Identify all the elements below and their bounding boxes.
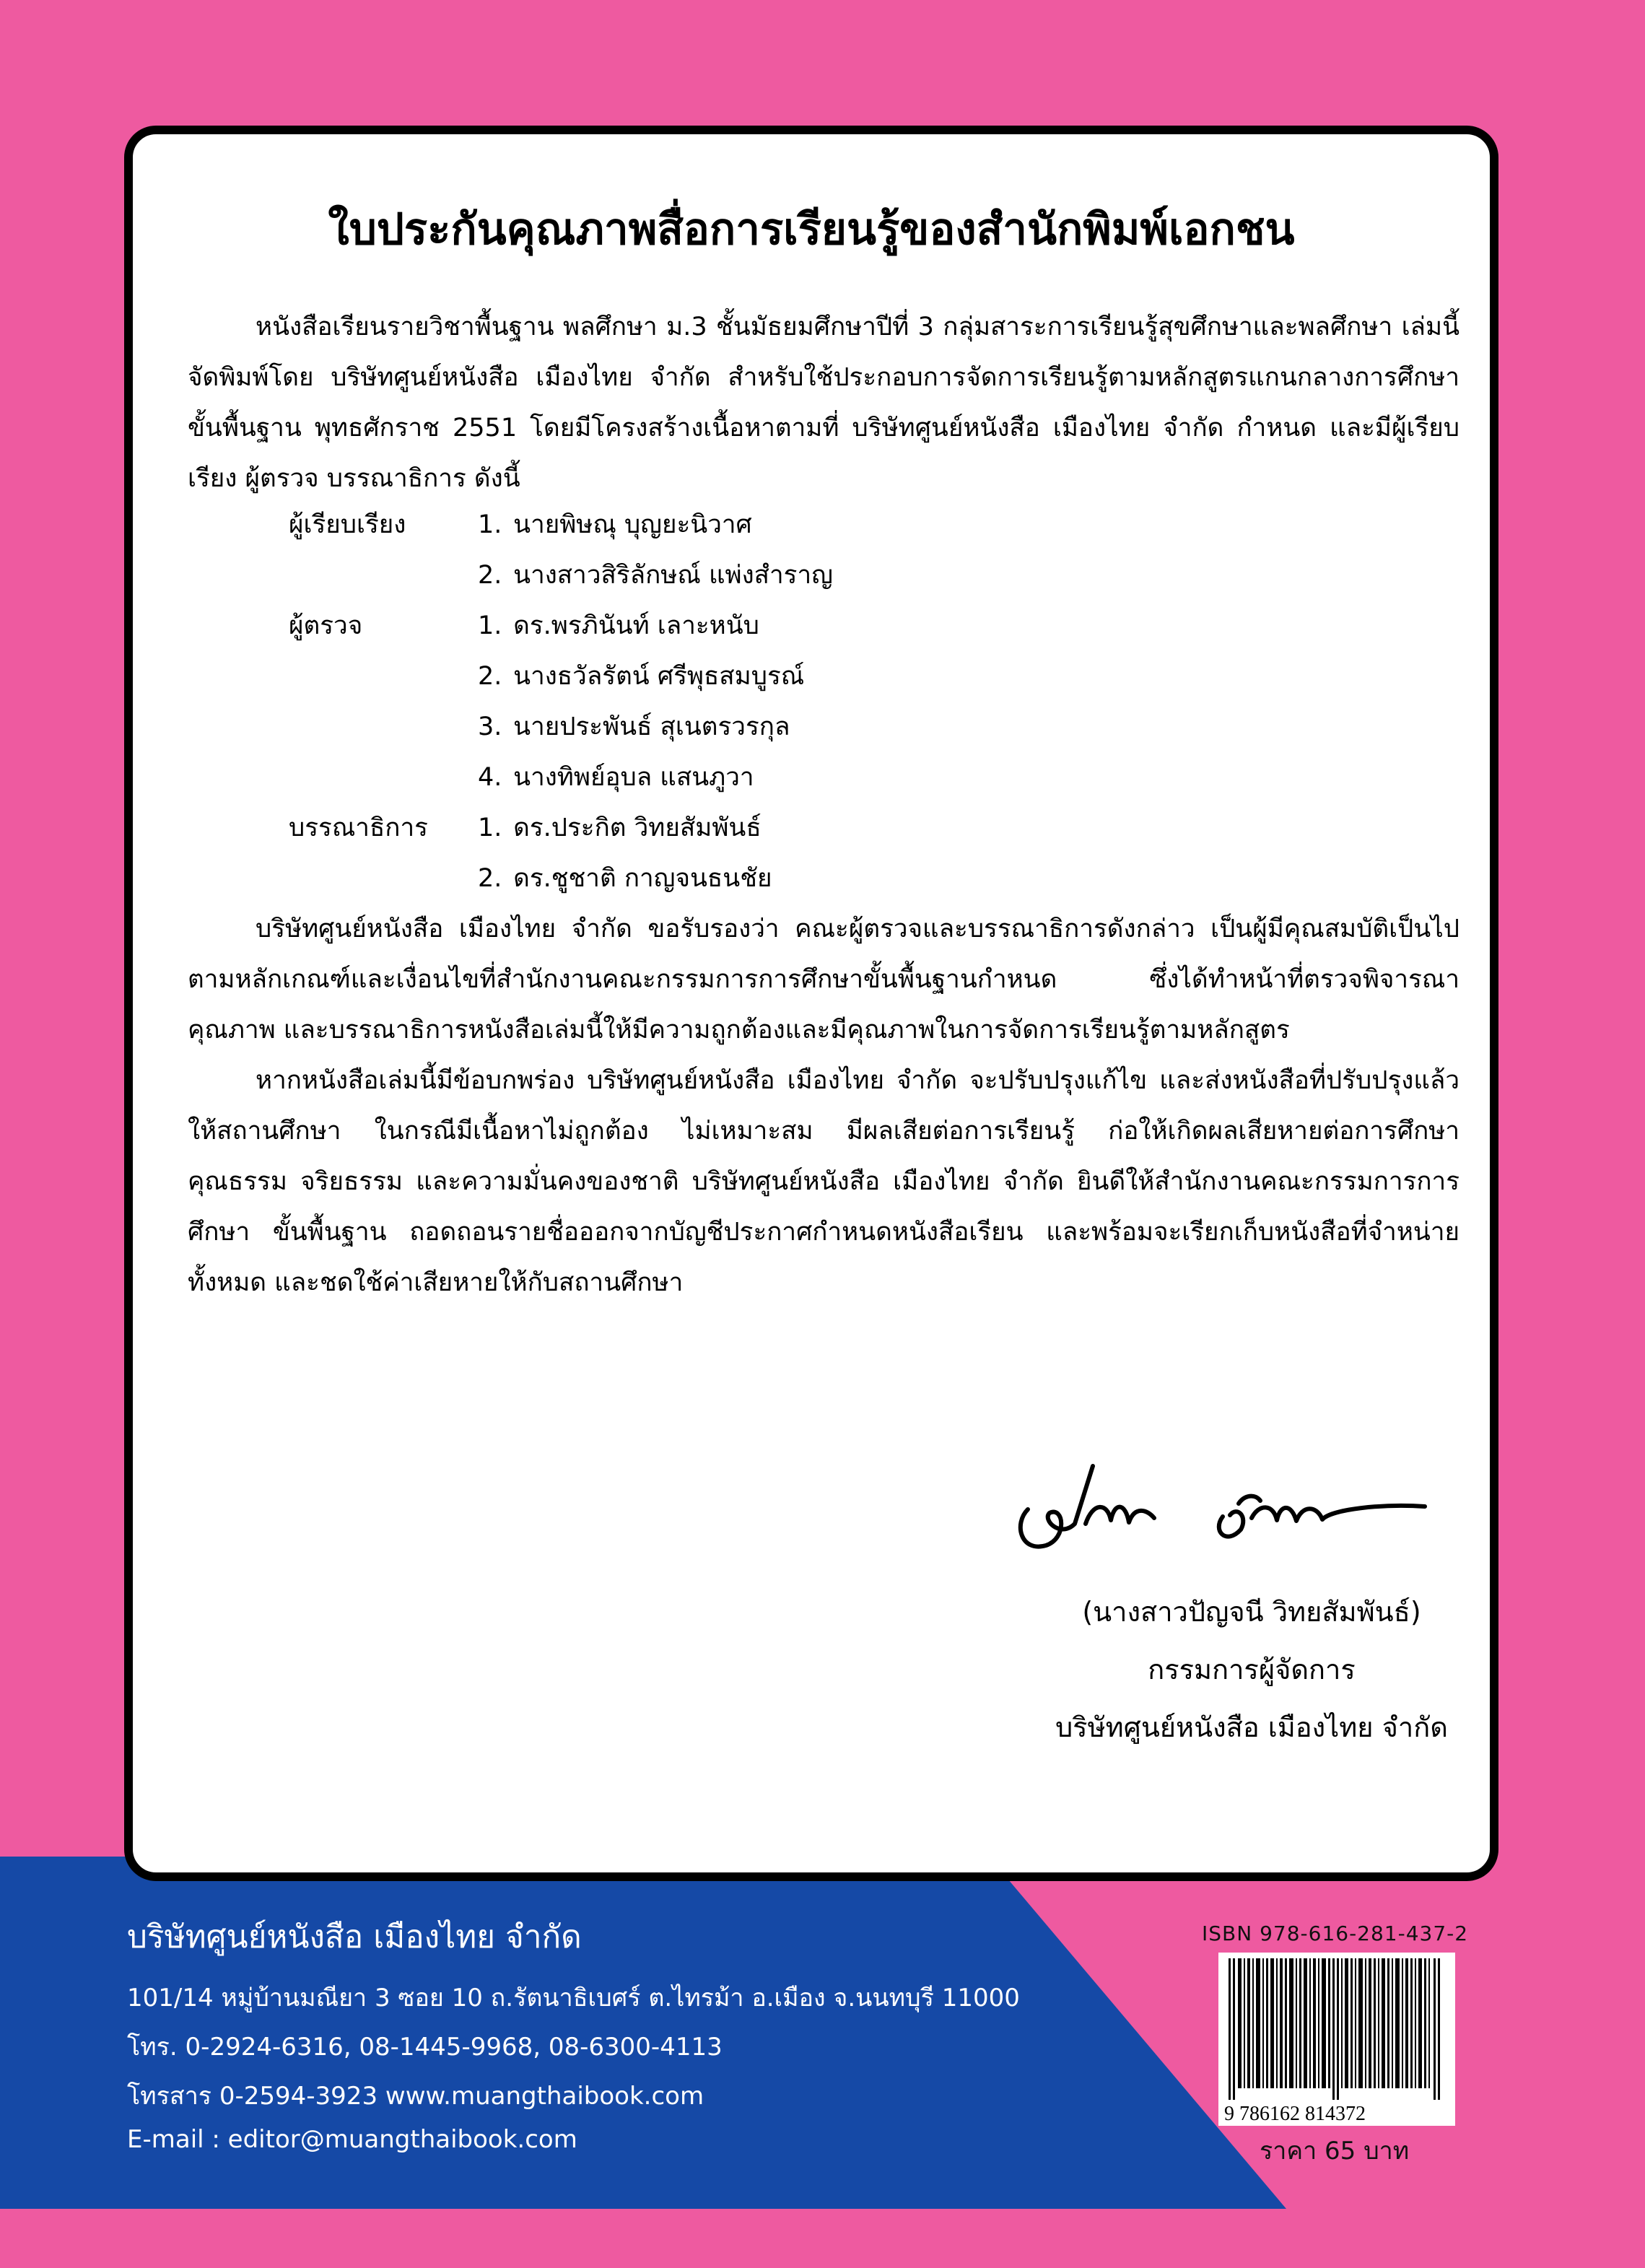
roster-row [289,550,833,601]
publisher-fax-website[interactable]: โทรสาร 0-2594-3923 www.muangthaibook.com [127,2082,704,2111]
barcode-digits: 9 786162 814372 [1224,2103,1366,2125]
roster-number: 2. [478,864,502,893]
signatory-company: บริษัทศูนย์หนังสือ เมืองไทย จำกัด [1055,1711,1448,1743]
roster-number: 1. [478,510,502,539]
roster-name: ดร.ประกิต วิทยสัมพันธ์ [513,814,762,842]
roster-name: นางสาวสิริลักษณ์ แพ่งสำราญ [513,561,833,590]
certificate-title: ใบประกันคุณภาพสื่อการเรียนรู้ของสำนักพิมพ์เอกชน [328,204,1295,255]
certificate-card [124,126,1498,1881]
roster-role: ผู้เรียบเรียง [289,510,406,539]
publisher-email[interactable]: E-mail : editor@muangthaibook.com [127,2125,577,2154]
roster-name: นายประพันธ์ สุเนตรวรกุล [513,712,790,741]
roster-name: ดร.พรภินันท์ เลาะหนับ [513,611,759,640]
roster-name: นางธวัลรัตน์ ศรีพุธสมบูรณ์ [513,662,805,691]
isbn-label: ISBN 978-616-281-437-2 [1202,1922,1469,1945]
liability-paragraph: หากหนังสือเล่มนี้มีข้อบกพร่อง บริษัทศูนย์หนังสือ เมืองไทย จำกัด จะปรับปรุงแก้ไข และส่งหนังสือที่ปรับปรุงแล้ว ให้สถานศึกษา ในกรณีมีเนื้อหาไม่ถูกต้อง ไม่เหมาะสม มีผลเสียต่อการเรียนรู้ ก่อให้เกิดผลเสียหายต่อการศึกษา คุณธรรม จริยธรรม และความมั่นคงของชาติ บริษัทศูนย์หนังสือ เมืองไทย จำกัด ยินดีให้สำนักงานคณะกรรมการการศึกษา ขั้นพื้นฐาน ถอดถอนรายชื่อออกจากบัญชีประกาศกำหนดหนังสือเรียน และพร้อมจะเรียกเก็บหนังสือที่จำหน่ายทั้งหมด และชดใช้ค่าเสียหายให้กับสถานศึกษา [188,1066,1459,1297]
publisher-name: บริษัทศูนย์หนังสือ เมืองไทย จำกัด [127,1919,582,1955]
roster-number: 2. [478,662,502,691]
roster-list [289,500,833,904]
roster-name: นายพิษณุ บุญยะนิวาศ [513,510,752,539]
roster-row [289,702,833,752]
signatory-position: กรรมการผู้จัดการ [1148,1654,1356,1685]
barcode [1218,1953,1455,2126]
publisher-phone: โทร. 0-2924-6316, 08-1445-9968, 08-6300-4113 [127,2033,723,2062]
roster-name: ดร.ชูชาติ กาญจนธนชัย [513,864,772,893]
certification-paragraph: บริษัทศูนย์หนังสือ เมืองไทย จำกัด ขอรับรองว่า คณะผู้ตรวจและบรรณาธิการดังกล่าว เป็นผู้มีคุณสมบัติเป็นไป ตามหลักเกณฑ์และเงื่อนไขที่สำนักงานคณะกรรมการการศึกษาขั้นพื้นฐานกำหนด ซึ่งได้ทำหน้าที่ตรวจพิจารณาคุณภาพ และบรรณาธิการหนังสือเล่มนี้ให้มีความถูกต้องและมีคุณภาพในการจัดการเรียนรู้ตามหลักสูตร [188,915,1459,1044]
roster-role: ผู้ตรวจ [289,611,363,640]
intro-paragraph: หนังสือเรียนรายวิชาพื้นฐาน พลศึกษา ม.3 ชั้นมัธยมศึกษาปีที่ 3 กลุ่มสาระการเรียนรู้สุขศึกษาและพลศึกษา เล่มนี้ จัดพิมพ์โดย บริษัทศูนย์หนังสือ เมืองไทย จำกัด สำหรับใช้ประกอบการจัดการเรียนรู้ตามหลักสูตรแกนกลางการศึกษา ขั้นพื้นฐาน พุทธศักราช 2551 โดยมีโครงสร้างเนื้อหาตามที่ บริษัทศูนย์หนังสือ เมืองไทย จำกัด กำหนด และมีผู้เรียบเรียง ผู้ตรวจ บรรณาธิการ ดังนี้ [188,313,1459,493]
barcode-bars [1218,1953,1455,2126]
publisher-address: 101/14 หมู่บ้านมณียา 3 ซอย 10 ถ.รัตนาธิเบศร์ ต.ไทรม้า อ.เมือง จ.นนทบุรี 11000 [127,1984,1020,2012]
roster-row [289,601,833,651]
roster-number: 2. [478,561,502,590]
roster-row [289,853,833,904]
roster-number: 3. [478,712,502,741]
price-label: ราคา 65 บาท [1260,2137,1410,2165]
roster-row [289,803,833,853]
roster-name: นางทิพย์อุบล แสนภูวา [513,763,754,792]
roster-row [289,651,833,702]
roster-row [289,500,833,550]
roster-number: 1. [478,814,502,842]
roster-role: บรรณาธิการ [289,814,428,842]
handwritten-signature [1006,1437,1439,1589]
roster-number: 4. [478,763,502,792]
roster-row [289,752,833,803]
roster-number: 1. [478,611,502,640]
signatory-name: (นางสาวปัญจนี วิทยสัมพันธ์) [1082,1596,1421,1628]
